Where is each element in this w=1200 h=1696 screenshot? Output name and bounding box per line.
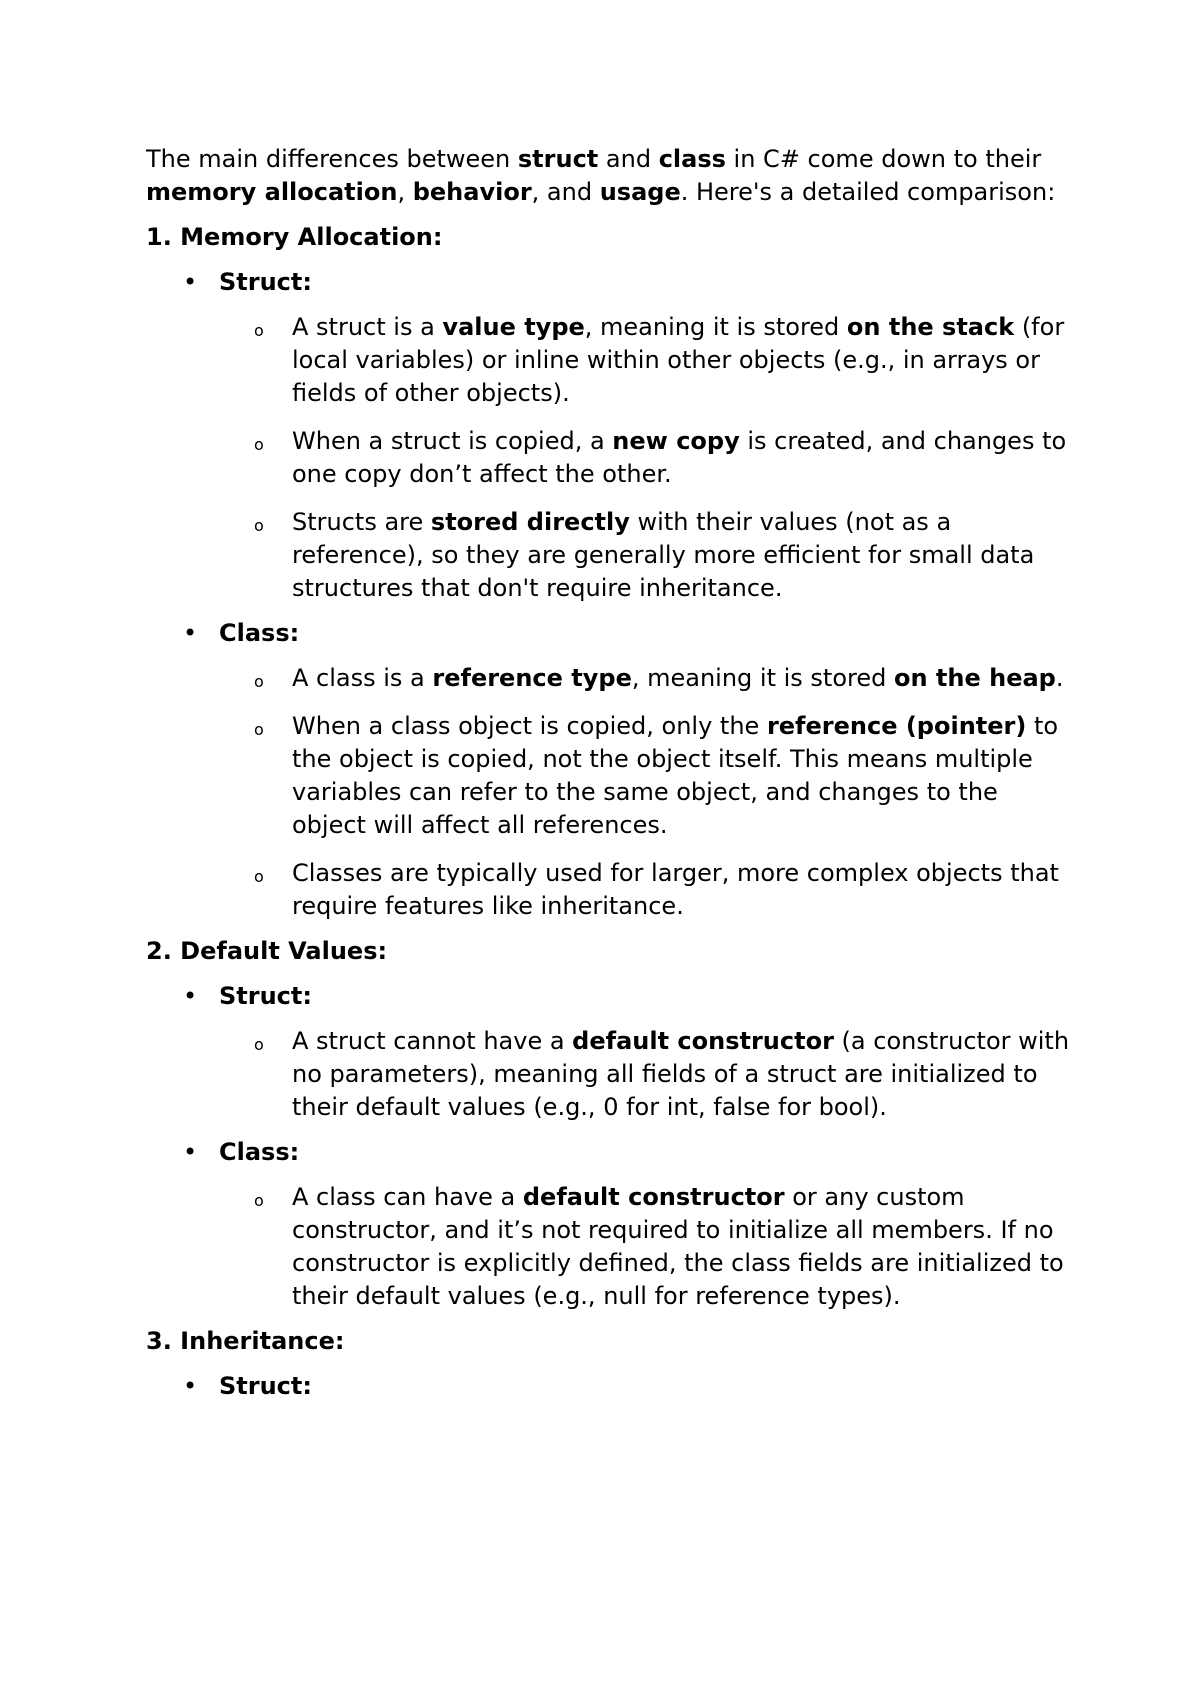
text-span: When a struct is copied, a bbox=[292, 427, 613, 455]
intro-text-2: and bbox=[598, 145, 659, 173]
list-item bbox=[219, 506, 1076, 605]
bold-reference-type: reference type bbox=[432, 664, 632, 692]
bold-stored-directly: stored directly bbox=[430, 508, 630, 536]
list-item bbox=[219, 1025, 1076, 1124]
intro-text-5: , and bbox=[531, 178, 600, 206]
text-span: is created, and changes to one copy don’t affect the other. bbox=[292, 427, 1067, 488]
bold-on-the-heap: on the heap bbox=[894, 664, 1056, 692]
section-2-struct-label: Struct: bbox=[219, 982, 312, 1010]
circle-bullet-icon: o bbox=[254, 720, 264, 739]
section-2-struct-sublist bbox=[219, 1025, 1076, 1124]
text-span: (for local variables) or inline within other objects (e.g., in arrays or fields of other objects). bbox=[292, 313, 1065, 407]
section-2-list bbox=[146, 980, 1076, 1313]
text-span: with their values (not as a reference), so they are generally more efficient for small data structures that don't require inheritance. bbox=[292, 508, 1035, 602]
section-2-class-label: Class: bbox=[219, 1138, 300, 1166]
circle-bullet-icon: o bbox=[254, 1191, 264, 1210]
text-span: Classes are typically used for larger, more complex objects that require features like inheritance. bbox=[292, 859, 1059, 920]
section-1-struct-item bbox=[146, 266, 1076, 605]
text-span: to the object is copied, not the object itself. This means multiple variables can refer to the same object, and changes to the object will affect all references. bbox=[292, 712, 1059, 839]
bold-default-constructor: default constructor bbox=[522, 1183, 785, 1211]
list-item bbox=[219, 311, 1076, 410]
intro-bold-memory-allocation: memory allocation bbox=[146, 178, 398, 206]
text-span: Structs are bbox=[292, 508, 431, 536]
section-2-class-item bbox=[146, 1136, 1076, 1313]
intro-text-6: . Here's a detailed comparison: bbox=[680, 178, 1056, 206]
section-2-heading: 2. Default Values: bbox=[146, 937, 388, 965]
bold-reference-pointer: reference (pointer) bbox=[766, 712, 1027, 740]
circle-bullet-icon: o bbox=[254, 435, 264, 454]
text-span: or any custom constructor, and it’s not required to initialize all members. If no constructor is explicitly defined, the class fields are initialized to their default values (e.g., null for reference types). bbox=[292, 1183, 1064, 1310]
list-item bbox=[219, 857, 1076, 923]
list-item bbox=[219, 710, 1076, 842]
intro-text-4: , bbox=[397, 178, 413, 206]
text-span: A struct cannot have a bbox=[292, 1027, 573, 1055]
text-span: A struct is a bbox=[292, 313, 443, 341]
text-span: . bbox=[1055, 664, 1064, 692]
intro-text-1: The main differences between bbox=[146, 145, 518, 173]
section-3-struct-item bbox=[146, 1370, 1076, 1403]
section-2-class-sublist bbox=[219, 1181, 1076, 1313]
intro-bold-behavior: behavior bbox=[412, 178, 532, 206]
section-3-struct-label: Struct: bbox=[219, 1372, 312, 1400]
text-span: (a constructor with no parameters), meaning all fields of a struct are initialized to their default values (e.g., 0 for int, false for bool). bbox=[292, 1027, 1070, 1121]
text-span: , meaning it is stored bbox=[631, 664, 894, 692]
section-2-struct-item bbox=[146, 980, 1076, 1124]
section-1-struct-sublist bbox=[219, 311, 1076, 605]
intro-paragraph bbox=[146, 143, 1076, 209]
text-span: A class can have a bbox=[292, 1183, 523, 1211]
section-3-heading: 3. Inheritance: bbox=[146, 1327, 345, 1355]
document-page bbox=[146, 143, 1076, 1415]
bullet-icon: • bbox=[183, 619, 198, 647]
intro-text-3: in C# come down to their bbox=[725, 145, 1042, 173]
bullet-icon: • bbox=[183, 982, 198, 1010]
bold-default-constructor: default constructor bbox=[572, 1027, 834, 1055]
section-1-struct-label: Struct: bbox=[219, 268, 312, 296]
intro-bold-struct: struct bbox=[517, 145, 599, 173]
section-1-list bbox=[146, 266, 1076, 923]
section-1-class-sublist bbox=[219, 662, 1076, 923]
list-item bbox=[219, 425, 1076, 491]
text-span: A class is a bbox=[292, 664, 433, 692]
circle-bullet-icon: o bbox=[254, 321, 264, 340]
bold-value-type: value type bbox=[442, 313, 585, 341]
intro-bold-class: class bbox=[658, 145, 726, 173]
section-3-list bbox=[146, 1370, 1076, 1403]
bold-new-copy: new copy bbox=[612, 427, 740, 455]
intro-bold-usage: usage bbox=[599, 178, 681, 206]
section-1-heading: 1. Memory Allocation: bbox=[146, 223, 443, 251]
section-1-class-label: Class: bbox=[219, 619, 300, 647]
circle-bullet-icon: o bbox=[254, 867, 264, 886]
list-item bbox=[219, 1181, 1076, 1313]
text-span: , meaning it is stored bbox=[584, 313, 847, 341]
bullet-icon: • bbox=[183, 1372, 198, 1400]
bold-on-the-stack: on the stack bbox=[846, 313, 1015, 341]
circle-bullet-icon: o bbox=[254, 672, 264, 691]
bullet-icon: • bbox=[183, 1138, 198, 1166]
section-1-class-item bbox=[146, 617, 1076, 923]
list-item bbox=[219, 662, 1076, 695]
circle-bullet-icon: o bbox=[254, 1035, 264, 1054]
bullet-icon: • bbox=[183, 268, 198, 296]
text-span: When a class object is copied, only the bbox=[292, 712, 767, 740]
circle-bullet-icon: o bbox=[254, 516, 264, 535]
